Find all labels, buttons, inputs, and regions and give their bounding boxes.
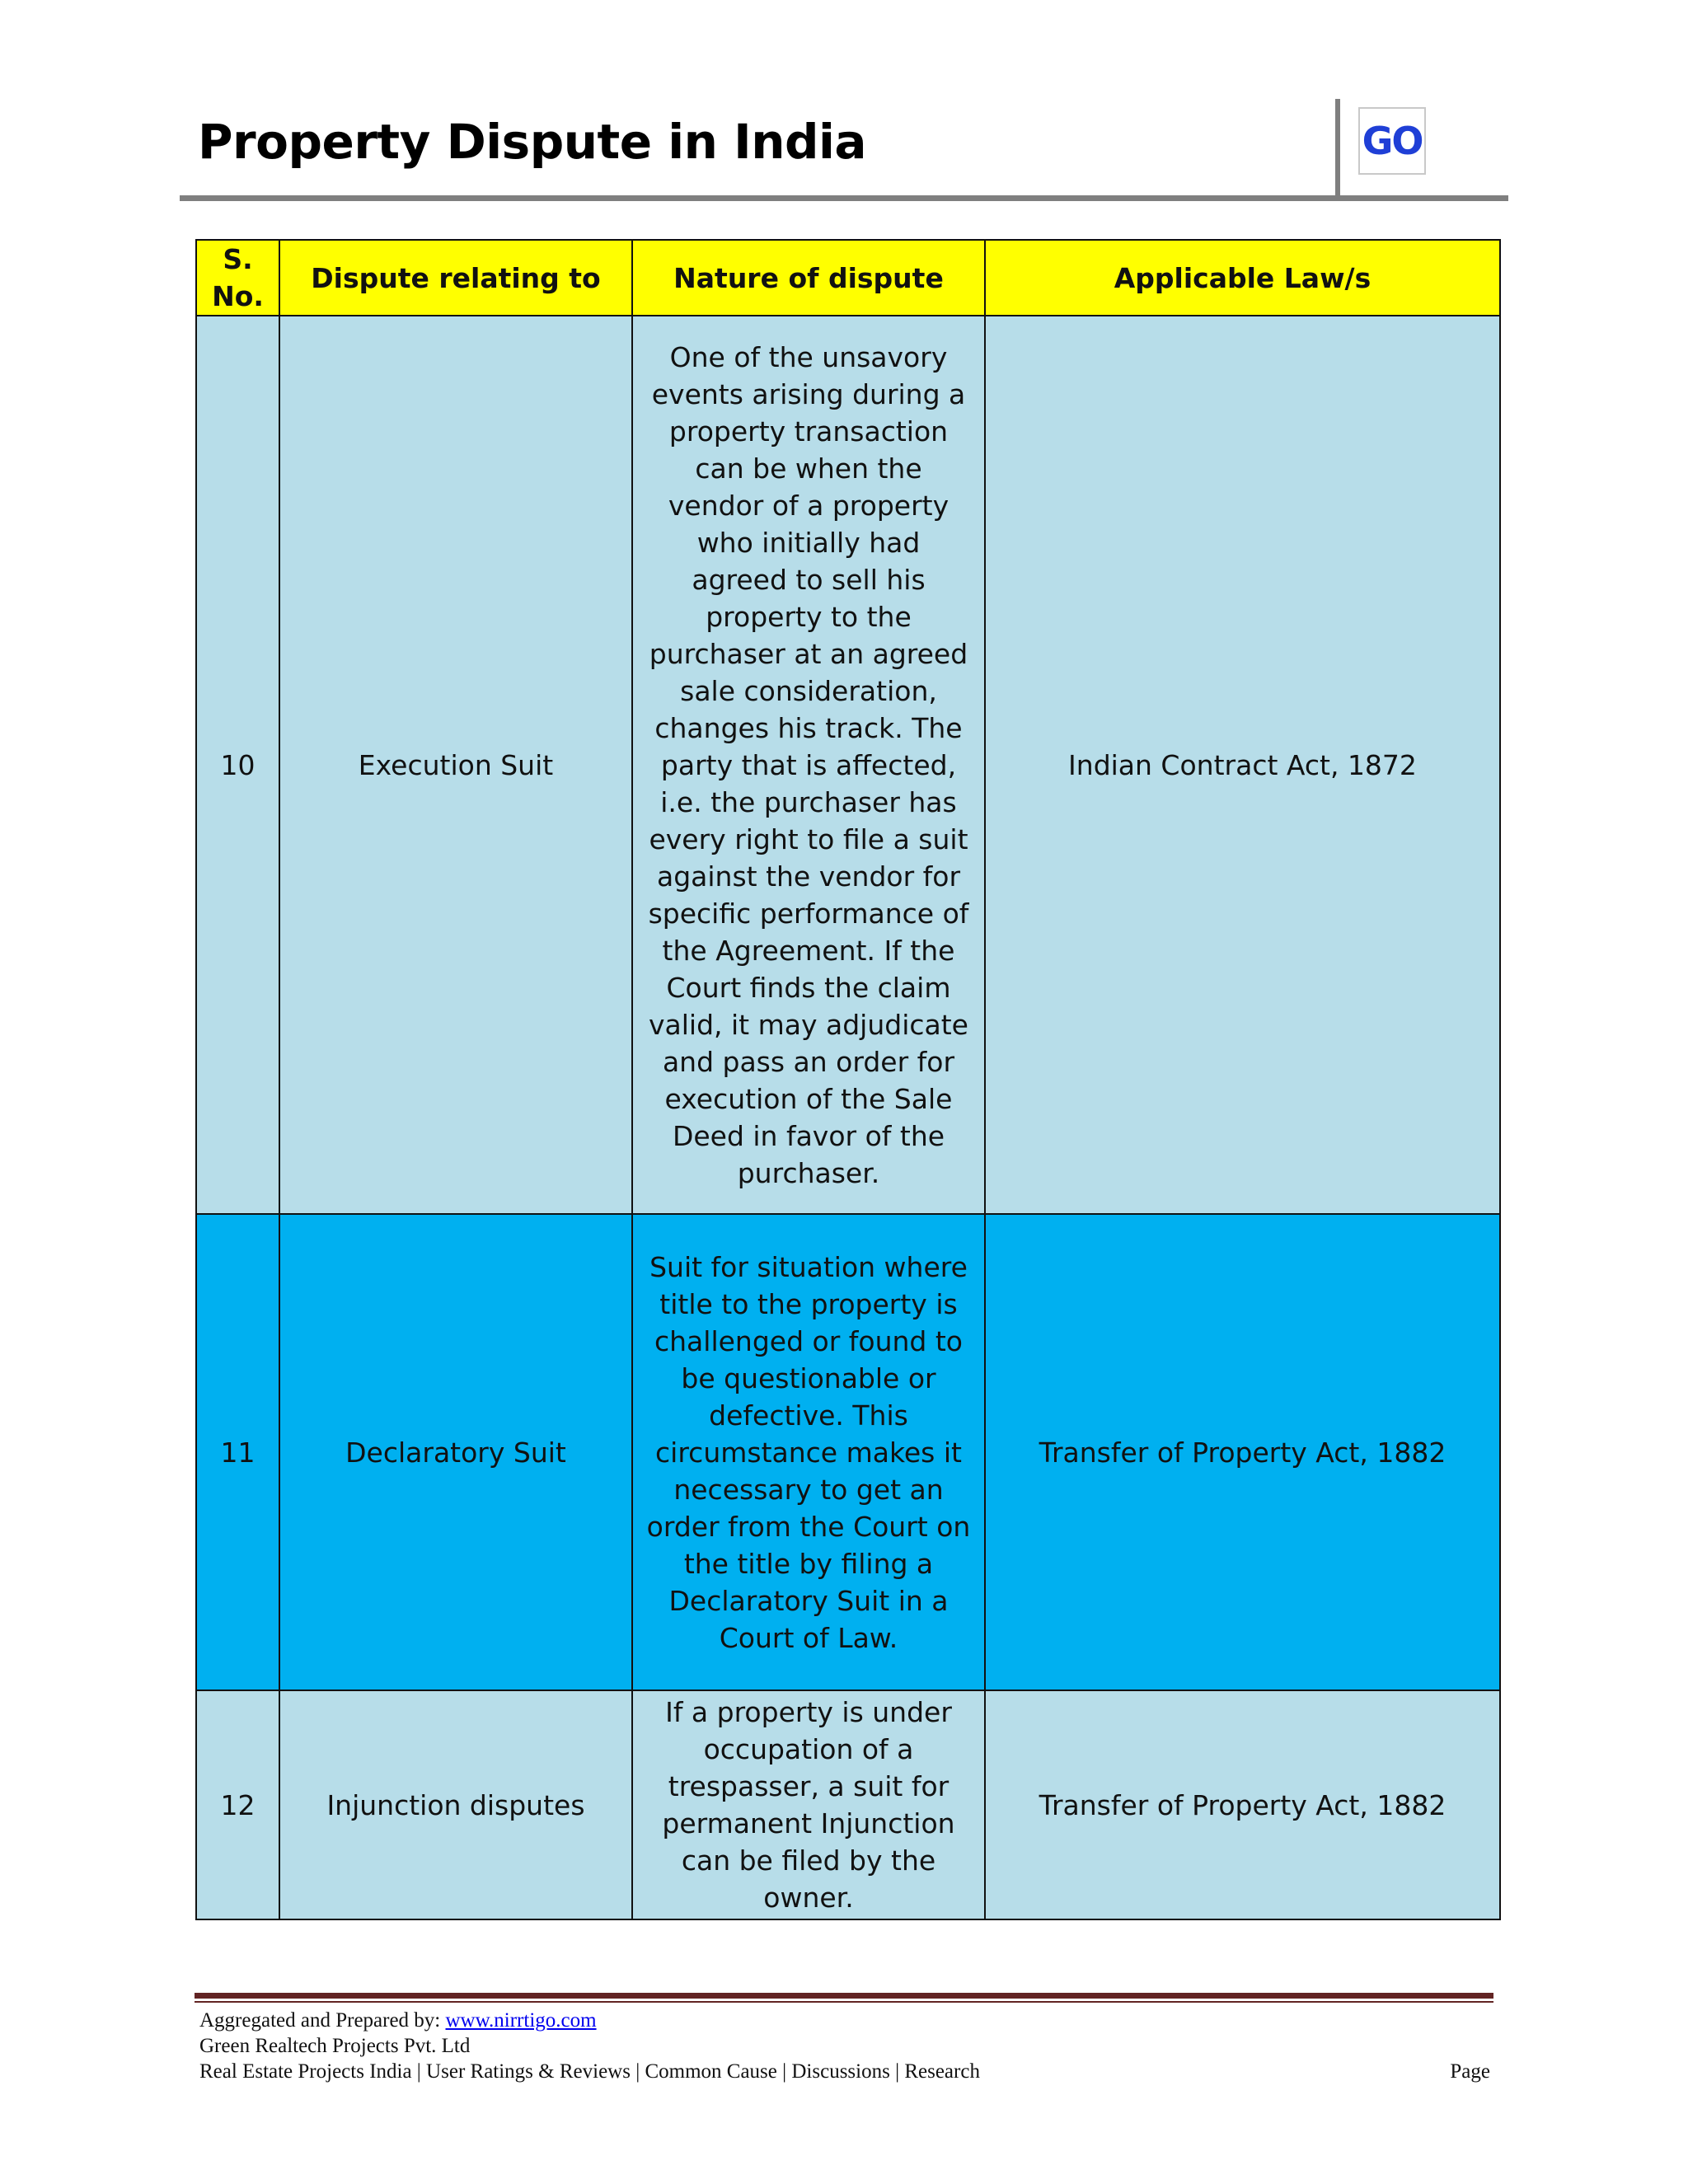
- footer: [199, 2008, 1495, 2084]
- table-row: [196, 1214, 1500, 1690]
- cell-sno: 12: [196, 1690, 279, 1919]
- logo: [1358, 107, 1426, 175]
- footer-prepared-label: Aggregated and Prepared by:: [199, 2009, 441, 2032]
- logo-text: GO: [1362, 119, 1423, 163]
- cell-law: Transfer of Property Act, 1882: [985, 1214, 1500, 1690]
- column-header-sno: S. No.: [196, 240, 279, 316]
- footer-prepared-line: [199, 2008, 1495, 2033]
- cell-dispute: Execution Suit: [279, 316, 632, 1214]
- cell-dispute: Declaratory Suit: [279, 1214, 632, 1690]
- table-row: [196, 316, 1500, 1214]
- footer-divider-thin: [195, 2001, 1493, 2003]
- cell-nature: If a property is under occupation of a trespasser, a suit for permanent Injunction can be filed by the owner.: [632, 1690, 985, 1919]
- cell-law: Transfer of Property Act, 1882: [985, 1690, 1500, 1919]
- footer-divider: [195, 1993, 1493, 1999]
- header-divider: [180, 195, 1508, 201]
- column-header-law: Applicable Law/s: [985, 240, 1500, 316]
- footer-website-link[interactable]: www.nirrtigo.com: [445, 2009, 597, 2032]
- disputes-table: [195, 239, 1501, 1920]
- page-title: Property Dispute in India: [198, 114, 867, 170]
- cell-law: Indian Contract Act, 1872: [985, 316, 1500, 1214]
- footer-company: Green Realtech Projects Pvt. Ltd: [199, 2035, 471, 2057]
- table-header-row: [196, 240, 1500, 316]
- footer-page-label: Page: [1450, 2060, 1490, 2083]
- column-header-nature: Nature of dispute: [632, 240, 985, 316]
- cell-nature: Suit for situation where title to the property is challenged or found to be questionable or defective. This circumstance makes it necessary to get an order from the Court on the title by filing a Declaratory Suit in a Court of Law.: [632, 1214, 985, 1690]
- cell-sno: 10: [196, 316, 279, 1214]
- cell-nature: One of the unsavory events arising during a property transaction can be when the vendor of a property who initially had agreed to sell his property to the purchaser at an agreed sale consideration, changes his track. The party that is affected, i.e. the purchaser has every right to file a suit against the vendor for specific performance of the Agreement. If the Court finds the claim valid, it may adjudicate and pass an order for execution of the Sale Deed in favor of the purchaser.: [632, 316, 985, 1214]
- cell-sno: 11: [196, 1214, 279, 1690]
- table-row: [196, 1690, 1500, 1919]
- header-divider-vertical: [1335, 99, 1340, 199]
- cell-dispute: Injunction disputes: [279, 1690, 632, 1919]
- footer-tagline: Real Estate Projects India | User Ratings & Reviews | Common Cause | Discussions | Research: [199, 2060, 980, 2083]
- column-header-dispute: Dispute relating to: [279, 240, 632, 316]
